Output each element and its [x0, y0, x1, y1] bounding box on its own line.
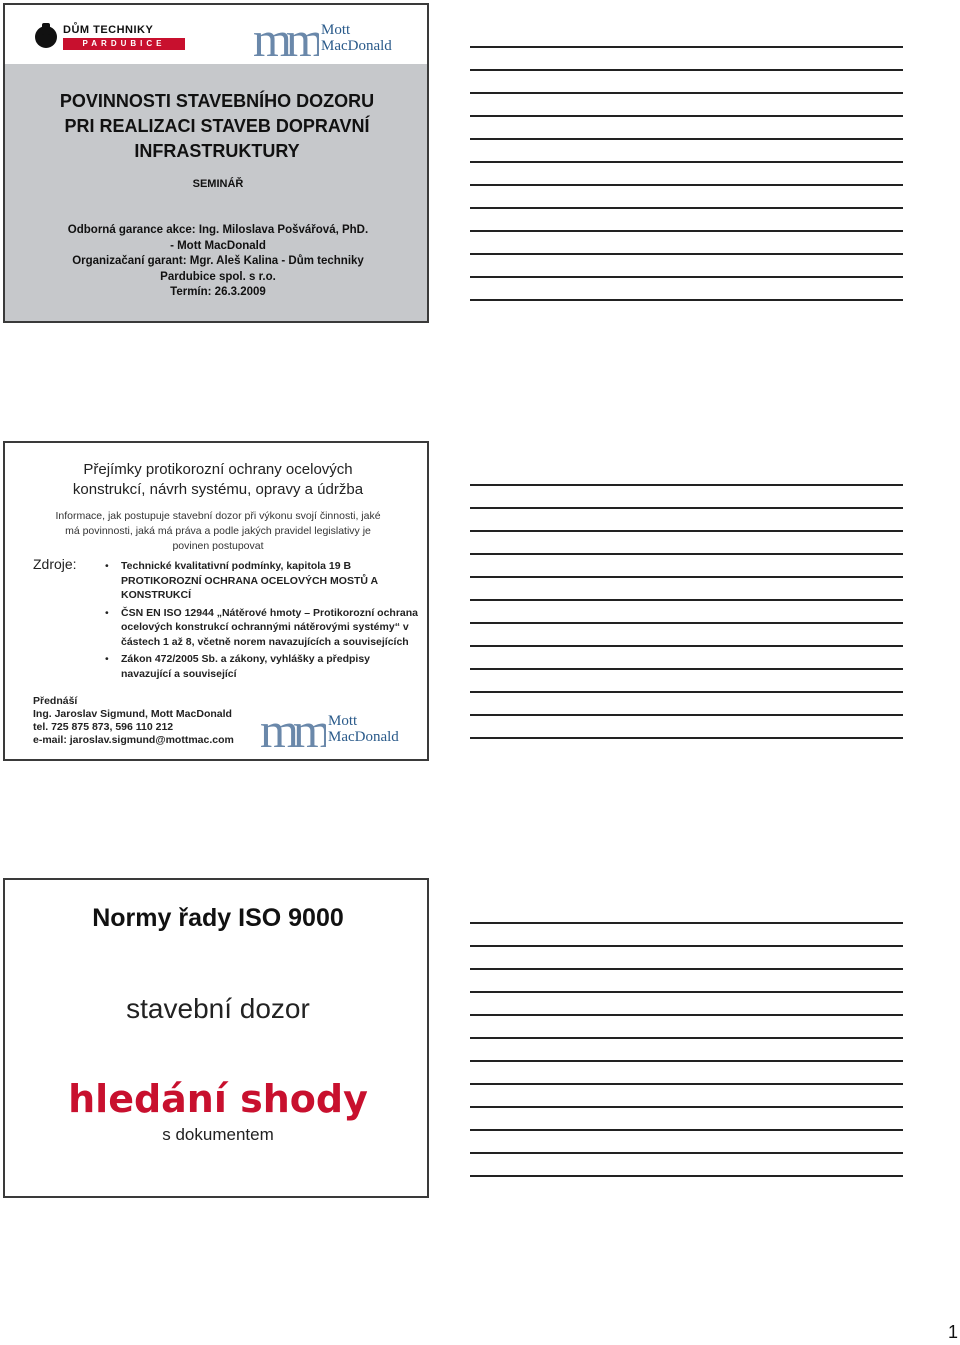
logo-dum-techniky-text: DŮM TECHNIKY: [63, 24, 154, 36]
notes-line: [470, 253, 903, 255]
notes-line: [470, 299, 903, 301]
title-line: Přejímky protikorozní ochrany ocelových: [83, 461, 353, 478]
credits: [21, 223, 415, 301]
notes-line: [470, 1083, 903, 1085]
intro-line: Informace, jak postupuje stavební dozor při výkonu svojí činnosti, jaké: [55, 510, 381, 522]
notes-line: [470, 599, 903, 601]
notes-line: [470, 161, 903, 163]
notes-line: [470, 92, 903, 94]
title-line: konstrukcí, návrh systému, opravy a údržba: [72, 481, 364, 498]
notes-line: [470, 1129, 903, 1131]
notes-line: [470, 968, 903, 970]
notes-line: [470, 922, 903, 924]
notes-line: [470, 945, 903, 947]
sources-list: [101, 559, 419, 684]
notes-line: [470, 1106, 903, 1108]
seminar-label: SEMINÁŘ: [192, 178, 244, 190]
slide-1-title: [25, 89, 409, 164]
slide-3-line-3: s dokumentem: [162, 1125, 274, 1144]
mott-macdonald-logo: [260, 713, 420, 747]
mott-macdonald-logo: [253, 22, 413, 56]
list-item: • Zákon 472/2005 Sb. a zákony, vyhlášky a předpisy navazující a související: [101, 652, 419, 681]
title-line: PRI REALIZACI STAVEB DOPRAVNÍ: [64, 116, 370, 136]
page-number: 1: [948, 1322, 959, 1342]
presenter-line: tel. 725 875 873, 596 110 212: [33, 721, 174, 733]
notes-line: [470, 1060, 903, 1062]
notes-line: [470, 691, 903, 693]
notes-line: [470, 46, 903, 48]
slide-2: [3, 441, 429, 761]
slide-1: [3, 3, 429, 323]
notes-line: [470, 645, 903, 647]
logo-bar: [5, 5, 427, 64]
slide-3-line-2: hledání shody: [68, 1077, 368, 1121]
logo-mark-icon: [35, 26, 57, 48]
list-item: • ČSN EN ISO 12944 „Nátěrové hmoty – Protikorozní ochrana ocelových konstrukcí ochrannými nátěrovými systémy“ v částech 1 až 8, včetně norem navazujících a souvisejících: [101, 606, 419, 650]
notes-line: [470, 207, 903, 209]
presenter-line: Ing. Jaroslav Sigmund, Mott MacDonald: [33, 708, 232, 720]
notes-line: [470, 1014, 903, 1016]
slide-3-line-1: stavební dozor: [126, 993, 310, 1024]
intro-line: má povinnosti, jaká má práva a podle jakých pravidel legislativy je: [65, 525, 371, 537]
notes-line: [470, 1175, 903, 1177]
logo-mott-text: Mott: [321, 22, 351, 38]
title-line: INFRASTRUKTURY: [134, 141, 300, 161]
credit-line: Organizačaní garant: Mgr. Aleš Kalina - Dům techniky: [72, 255, 364, 268]
slide-3: [3, 878, 429, 1198]
notes-line: [470, 276, 903, 278]
notes-line: [470, 668, 903, 670]
credit-line: - Mott MacDonald: [170, 239, 266, 252]
notes-line: [470, 553, 903, 555]
presenter-block: [33, 695, 234, 747]
notes-line: [470, 1037, 903, 1039]
credit-line: Termín: 26.3.2009: [170, 286, 266, 299]
dum-techniky-logo: [31, 19, 189, 55]
presenter-label: Přednáší: [33, 695, 78, 707]
notes-line: [470, 69, 903, 71]
notes-line: [470, 991, 903, 993]
notes-line: [470, 115, 903, 117]
notes-line: [470, 622, 903, 624]
notes-line: [470, 138, 903, 140]
notes-line: [470, 184, 903, 186]
credit-line: Odborná garance akce: Ing. Miloslava Pošvářová, PhD.: [67, 224, 369, 236]
sources-label: Zdroje:: [33, 556, 77, 572]
notes-line: [470, 714, 903, 716]
slide-2-title: [15, 460, 421, 500]
title-line: POVINNOSTI STAVEBNÍHO DOZORU: [59, 91, 375, 111]
notes-line: [470, 1152, 903, 1154]
mm-logo-icon: mm: [260, 713, 326, 747]
notes-line: [470, 576, 903, 578]
notes-line: [470, 230, 903, 232]
logo-macdonald-text: MacDonald: [328, 729, 399, 745]
logo-pardubice-text: PARDUBICE: [63, 38, 185, 50]
logo-mott-text: Mott: [328, 713, 358, 729]
notes-line: [470, 484, 903, 486]
logo-macdonald-text: MacDonald: [321, 38, 392, 54]
notes-line: [470, 530, 903, 532]
slide-3-heading: Normy řady ISO 9000: [92, 904, 344, 932]
intro-line: povinen postupovat: [172, 540, 264, 552]
credit-line: Pardubice spol. s r.o.: [160, 270, 276, 283]
notes-line: [470, 507, 903, 509]
list-item: • Technické kvalitativní podmínky, kapitola 19 B PROTIKOROZNÍ OCHRANA OCELOVÝCH MOSTŮ A KONSTRUKCÍ: [101, 559, 419, 603]
presenter-line: e-mail: jaroslav.sigmund@mottmac.com: [33, 734, 234, 746]
mm-logo-icon: mm: [253, 22, 319, 56]
intro-text: [29, 509, 407, 554]
notes-line: [470, 737, 903, 739]
